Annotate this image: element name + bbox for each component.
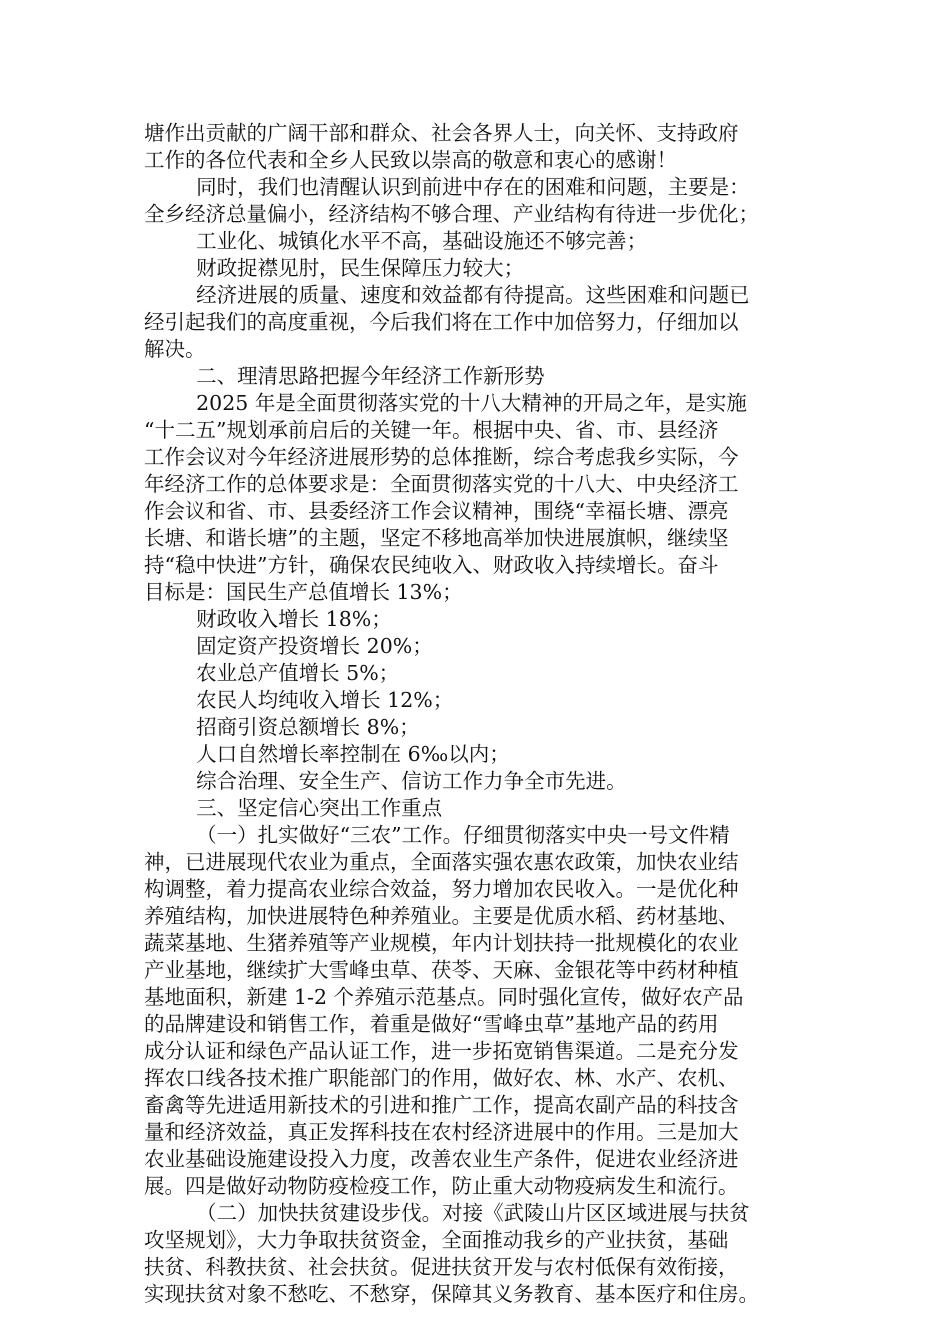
text-line: 招商引资总额增长 8%； xyxy=(144,715,420,739)
text-line: 综合治理、安全生产、信访工作力争全市先进。 xyxy=(144,769,627,793)
text-line: 经引起我们的高度重视，今后我们将在工作中加倍努力，仔细加以 xyxy=(144,310,739,334)
text-line: 量和经济效益，真正发挥科技在农村经济进展中的作用。三是加大 xyxy=(144,1120,739,1144)
text-line: 工作会议对今年经济进展形势的总体推断，综合考虑我乡实际，今 xyxy=(144,445,739,469)
text-line: 长塘、和谐长塘”的主题，坚定不移地高举加快进展旗帜，继续坚 xyxy=(144,526,729,550)
text-line: 攻坚规划》，大力争取扶贫资金，全面推动我乡的产业扶贫，基础 xyxy=(144,1228,729,1252)
text-line: 产业基地，继续扩大雪峰虫草、茯苓、天麻、金银花等中药材种植 xyxy=(144,958,739,982)
text-line: 工作的各位代表和全乡人民致以崇高的敬意和衷心的感谢！ xyxy=(144,148,677,172)
text-line: 同时，我们也清醒认识到前进中存在的困难和问题，主要是： xyxy=(144,175,750,199)
text-line: 蔬菜基地、生猪养殖等产业规模，年内计划扶持一批规模化的农业 xyxy=(144,931,739,955)
text-line: 2025 年是全面贯彻落实党的十八大精神的开局之年，是实施 xyxy=(144,391,747,415)
text-line: 展。四是做好动物防疫检疫工作，防止重大动物疫病发生和流行。 xyxy=(144,1174,739,1198)
text-line: 经济进展的质量、速度和效益都有待提高。这些困难和问题已 xyxy=(144,283,750,307)
text-line: 三、坚定信心突出工作重点 xyxy=(144,796,443,820)
text-line: 的品牌建设和销售工作，着重是做好“雪峰虫草”基地产品的药用 xyxy=(144,1012,719,1036)
text-line: 基地面积，新建 1-2 个养殖示范基点。同时强化宣传，做好农产品 xyxy=(144,985,744,1009)
text-line: 全乡经济总量偏小，经济结构不够合理、产业结构有待进一步优化； xyxy=(144,202,759,226)
text-line: 神，已进展现代农业为重点，全面落实强农惠农政策，加快农业结 xyxy=(144,850,739,874)
text-line: 挥农口线各技术推广职能部门的作用，做好农、林、水产、农机、 xyxy=(144,1066,739,1090)
text-line: “十二五”规划承前启后的关键一年。根据中央、省、市、县经济 xyxy=(144,418,719,442)
text-line: 二、理清思路把握今年经济工作新形势 xyxy=(144,364,545,388)
text-line: 扶贫、科教扶贫、社会扶贫。促进扶贫开发与农村低保有效衔接， xyxy=(144,1255,739,1279)
text-line: 解决。 xyxy=(144,337,206,361)
text-line: 目标是：国民生产总值增长 13%； xyxy=(144,580,463,604)
text-line: 工业化、城镇化水平不高，基础设施还不够完善； xyxy=(144,229,648,253)
text-line: 财政收入增长 18%； xyxy=(144,607,392,631)
text-line: 农业总产值增长 5%； xyxy=(144,661,400,685)
text-line: 年经济工作的总体要求是：全面贯彻落实党的十八大、中央经济工 xyxy=(144,472,739,496)
text-line: 养殖结构，加快进展特色种养殖业。主要是优质水稻、药材基地、 xyxy=(144,904,739,928)
text-line: 构调整，着力提高农业综合效益，努力增加农民收入。一是优化种 xyxy=(144,877,739,901)
text-line: 畜禽等先进适用新技术的引进和推广工作，提高农副产品的科技含 xyxy=(144,1093,739,1117)
text-line: 财政捉襟见肘，民生保障压力较大； xyxy=(144,256,525,280)
text-line: 成分认证和绿色产品认证工作，进一步拓宽销售渠道。二是充分发 xyxy=(144,1039,739,1063)
text-line: （一）扎实做好“三农”工作。仔细贯彻落实中央一号文件精 xyxy=(144,823,730,847)
text-line: （二）加快扶贫建设步伐。对接《武陵山片区区域进展与扶贫 xyxy=(144,1201,750,1225)
text-line: 人口自然增长率控制在 6‰以内； xyxy=(144,742,510,766)
text-line: 持“稳中快进”方针，确保农民纯收入、财政收入持续增长。奋斗 xyxy=(144,553,719,577)
text-line: 固定资产投资增长 20%； xyxy=(144,634,433,658)
document-body xyxy=(144,120,824,1308)
text-line: 实现扶贫对象不愁吃、不愁穿，保障其义务教育、基本医疗和住房。 xyxy=(144,1282,759,1306)
text-line: 作会议和省、市、县委经济工作会议精神，围绕“幸福长塘、漂亮 xyxy=(144,499,729,523)
text-line: 塘作出贡献的广阔干部和群众、社会各界人士，向关怀、支持政府 xyxy=(144,121,739,145)
text-line: 农业基础设施建设投入力度，改善农业生产条件，促进农业经济进 xyxy=(144,1147,739,1171)
text-line: 农民人均纯收入增长 12%； xyxy=(144,688,454,712)
